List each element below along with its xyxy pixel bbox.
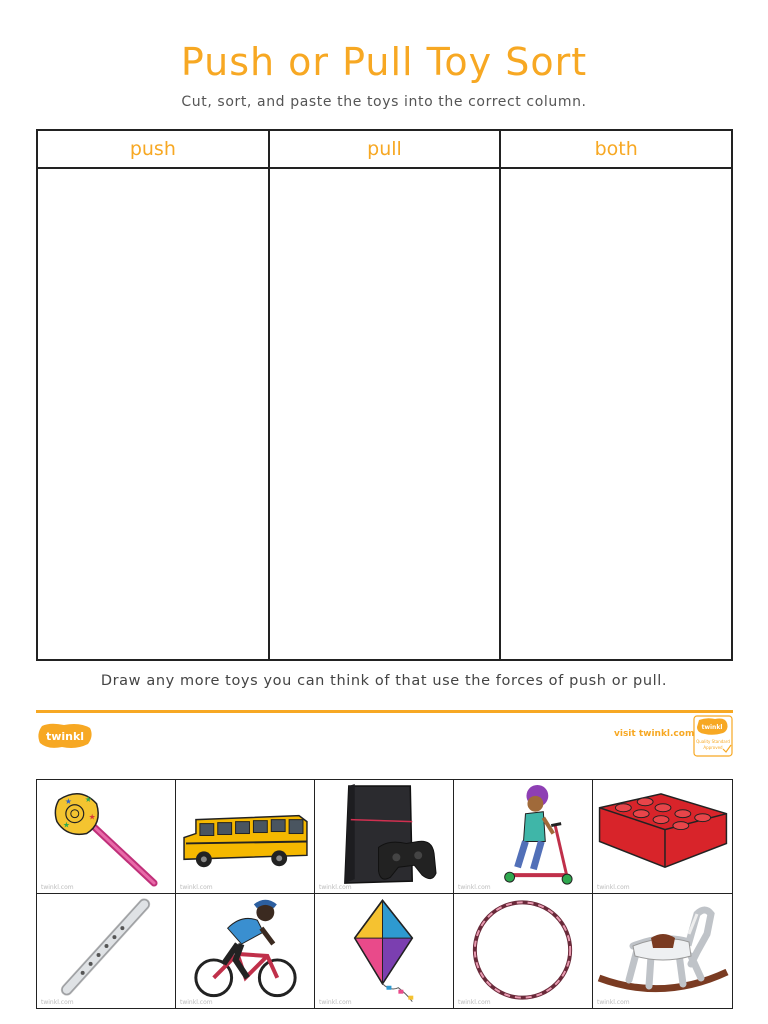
toy-cards-grid <box>36 779 733 1009</box>
toy-card-rocking-horse[interactable] <box>593 894 732 1008</box>
red-brick-image <box>593 780 732 893</box>
column-body-pull[interactable] <box>270 169 500 659</box>
column-header-push: push <box>38 131 268 169</box>
page-title: Push or Pull Toy Sort <box>180 40 588 84</box>
school-bus-image <box>176 780 314 893</box>
game-console-image <box>315 780 453 893</box>
cyclist-image <box>176 894 314 1008</box>
card-watermark: twinkl.com <box>180 884 213 891</box>
page-subtitle: Cut, sort, and paste the toys into the correct column. <box>181 94 587 110</box>
quality-badge <box>693 715 733 757</box>
child-on-scooter-image <box>454 780 592 893</box>
svg-text:twinkl: twinkl <box>45 730 85 743</box>
toy-card-cyclist[interactable] <box>176 894 315 1008</box>
visit-link[interactable]: visit twinkl.com <box>614 729 695 739</box>
party-blower-image <box>37 780 175 893</box>
sort-table <box>36 129 733 661</box>
column-header-both: both <box>501 131 731 169</box>
card-watermark: twinkl.com <box>180 999 213 1006</box>
column-body-push[interactable] <box>38 169 268 659</box>
hula-hoop-image <box>454 894 592 1008</box>
recorder-image <box>37 894 175 1008</box>
twinkl-logo <box>36 722 94 750</box>
toy-card-hula-hoop[interactable] <box>454 894 593 1008</box>
card-watermark: twinkl.com <box>458 999 491 1006</box>
column-header-pull: pull <box>270 131 500 169</box>
toy-card-game-console[interactable] <box>315 780 454 894</box>
card-watermark: twinkl.com <box>41 999 74 1006</box>
card-watermark: twinkl.com <box>597 999 630 1006</box>
toy-card-school-bus[interactable] <box>176 780 315 894</box>
svg-text:★: ★ <box>84 794 92 804</box>
draw-prompt: Draw any more toys you can think of that use the forces of push or pull. <box>100 673 668 689</box>
card-watermark: twinkl.com <box>597 884 630 891</box>
svg-text:★: ★ <box>64 796 72 806</box>
card-watermark: twinkl.com <box>458 884 491 891</box>
footer-divider <box>36 710 733 713</box>
card-watermark: twinkl.com <box>319 999 352 1006</box>
card-watermark: twinkl.com <box>319 884 352 891</box>
push-column <box>38 131 270 659</box>
both-column <box>501 131 731 659</box>
svg-text:★: ★ <box>88 812 96 822</box>
toy-card-kite[interactable] <box>315 894 454 1008</box>
svg-text:twinkl: twinkl <box>701 724 723 731</box>
toy-card-red-building-brick[interactable] <box>593 780 732 894</box>
rocking-horse-image <box>593 894 732 1008</box>
svg-text:Quality Standard: Quality Standard <box>696 739 730 744</box>
toy-card-party-blower[interactable] <box>37 780 176 894</box>
card-watermark: twinkl.com <box>41 884 74 891</box>
toy-card-recorder[interactable] <box>37 894 176 1008</box>
svg-text:Approved: Approved <box>703 745 723 750</box>
column-body-both[interactable] <box>501 169 731 659</box>
toy-card-child-on-scooter[interactable] <box>454 780 593 894</box>
pull-column <box>270 131 502 659</box>
svg-text:★: ★ <box>62 820 70 830</box>
kite-image <box>315 894 453 1008</box>
